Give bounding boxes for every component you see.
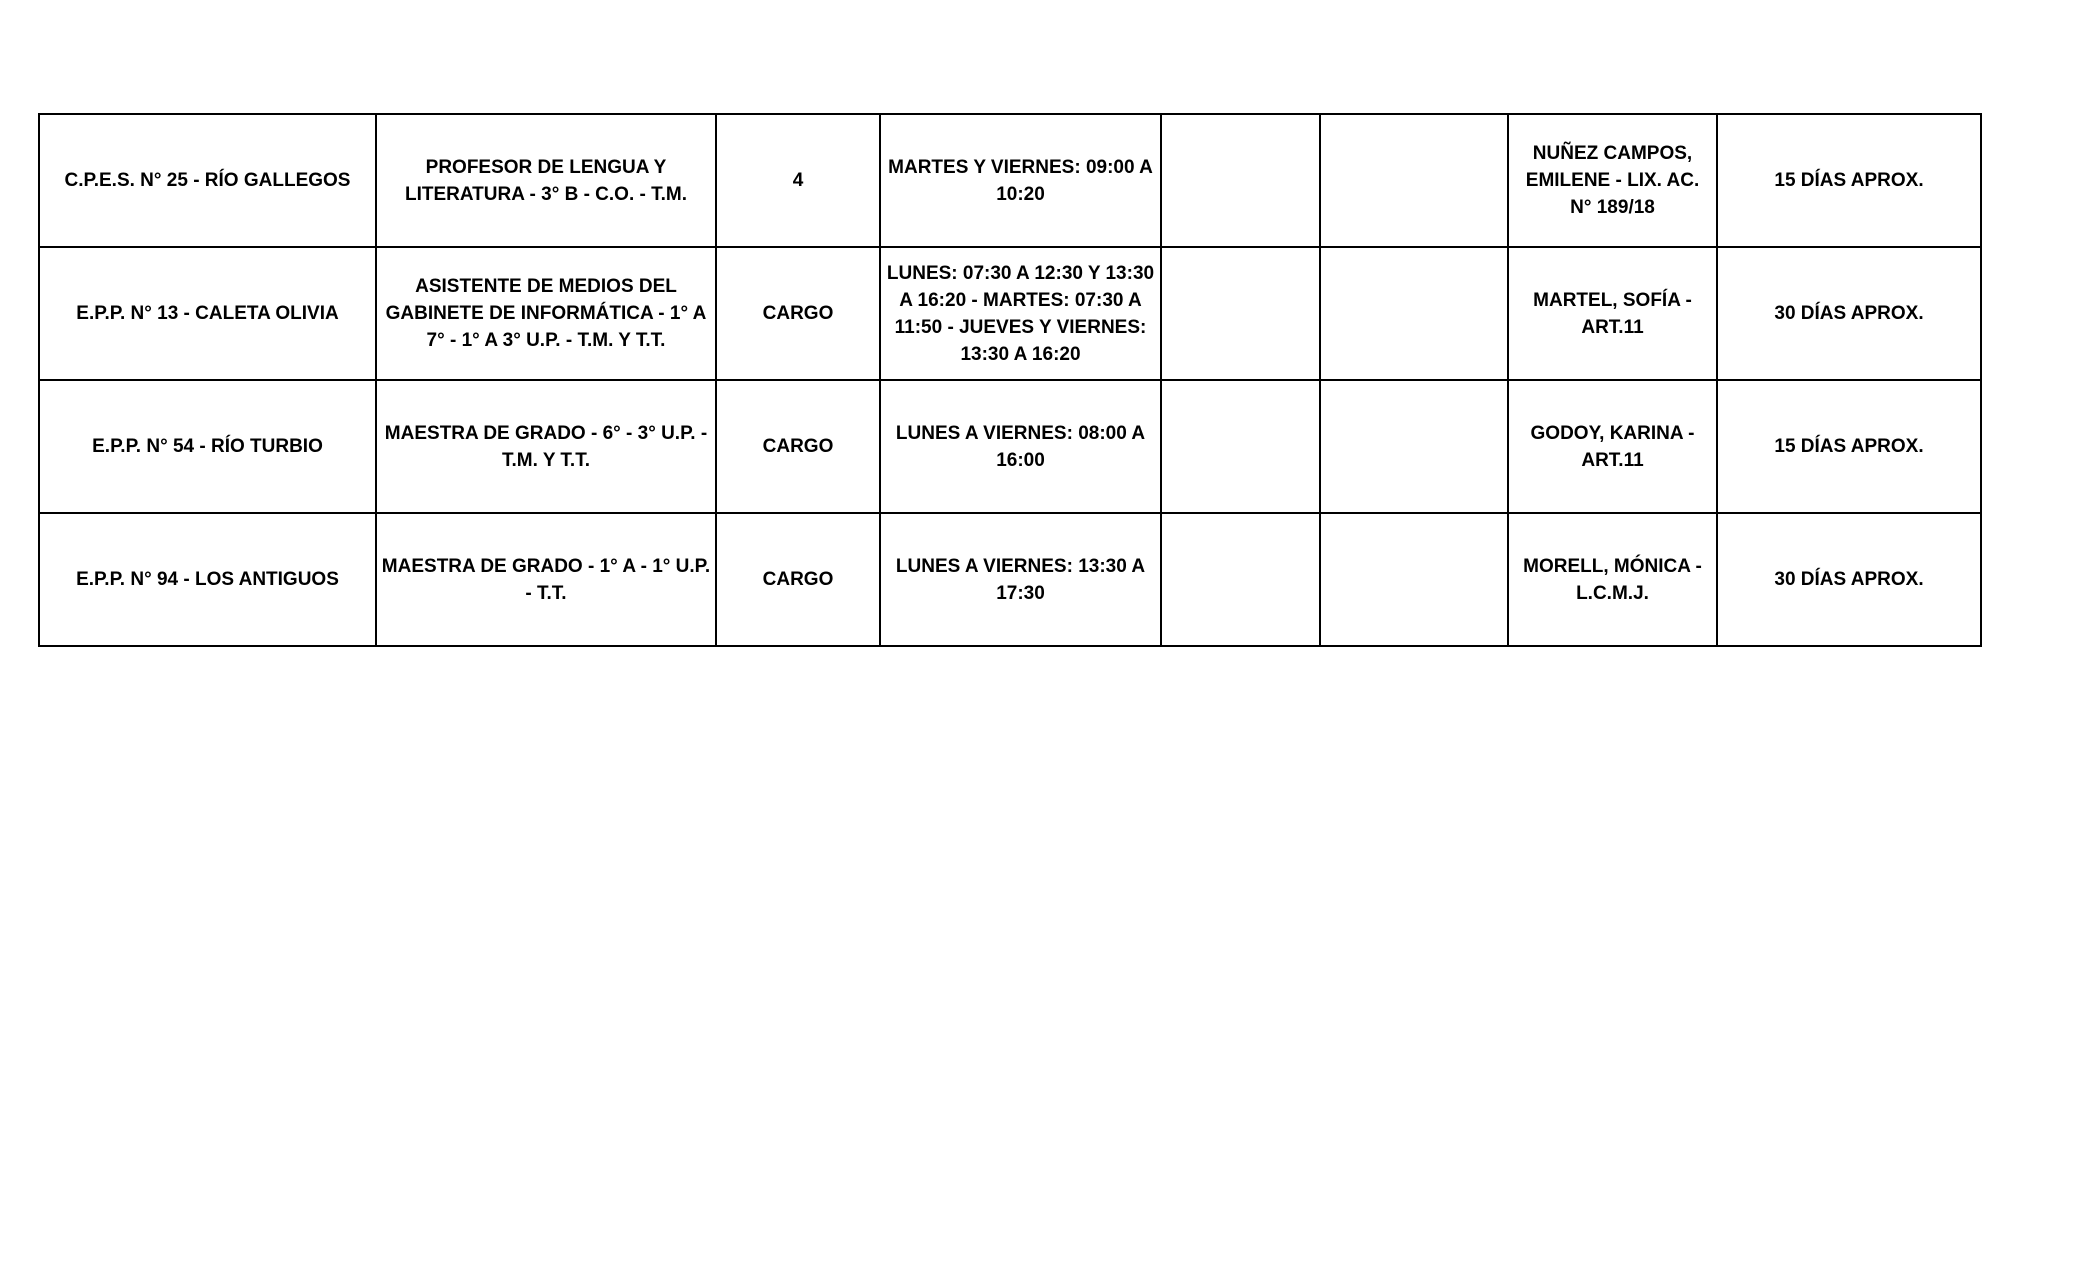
table-row [39, 380, 1981, 513]
school-cell: E.P.P. N° 94 - LOS ANTIGUOS [39, 513, 376, 646]
holder-cell: NUÑEZ CAMPOS, EMILENE - LIX. AC. N° 189/18 [1508, 114, 1717, 247]
duration-cell: 30 DÍAS APROX. [1717, 513, 1981, 646]
hours-cell: CARGO [716, 247, 880, 380]
duration-cell: 30 DÍAS APROX. [1717, 247, 1981, 380]
holder-cell: MARTEL, SOFÍA - ART.11 [1508, 247, 1717, 380]
empty-cell [1320, 247, 1508, 380]
schedule-cell: LUNES A VIERNES: 13:30 A 17:30 [880, 513, 1161, 646]
empty-cell [1161, 247, 1320, 380]
table-row [39, 513, 1981, 646]
vacancies-table [38, 113, 1982, 647]
holder-cell: MORELL, MÓNICA - L.C.M.J. [1508, 513, 1717, 646]
hours-cell: CARGO [716, 380, 880, 513]
school-cell: C.P.E.S. N° 25 - RÍO GALLEGOS [39, 114, 376, 247]
school-cell: E.P.P. N° 13 - CALETA OLIVIA [39, 247, 376, 380]
schedule-cell: LUNES A VIERNES: 08:00 A 16:00 [880, 380, 1161, 513]
empty-cell [1320, 380, 1508, 513]
empty-cell [1320, 513, 1508, 646]
empty-cell [1161, 513, 1320, 646]
empty-cell [1161, 380, 1320, 513]
empty-cell [1161, 114, 1320, 247]
schedule-cell: LUNES: 07:30 A 12:30 Y 13:30 A 16:20 - MARTES: 07:30 A 11:50 - JUEVES Y VIERNES: 13:30 A 16:20 [880, 247, 1161, 380]
duration-cell: 15 DÍAS APROX. [1717, 380, 1981, 513]
holder-cell: GODOY, KARINA - ART.11 [1508, 380, 1717, 513]
position-cell: MAESTRA DE GRADO - 1° A - 1° U.P. - T.T. [376, 513, 716, 646]
position-cell: ASISTENTE DE MEDIOS DEL GABINETE DE INFORMÁTICA - 1° A 7° - 1° A 3° U.P. - T.M. Y T.T. [376, 247, 716, 380]
duration-cell: 15 DÍAS APROX. [1717, 114, 1981, 247]
school-cell: E.P.P. N° 54 - RÍO TURBIO [39, 380, 376, 513]
hours-cell: 4 [716, 114, 880, 247]
schedule-cell: MARTES Y VIERNES: 09:00 A 10:20 [880, 114, 1161, 247]
table-row [39, 114, 1981, 247]
position-cell: MAESTRA DE GRADO - 6° - 3° U.P. - T.M. Y T.T. [376, 380, 716, 513]
position-cell: PROFESOR DE LENGUA Y LITERATURA - 3° B - C.O. - T.M. [376, 114, 716, 247]
table-row [39, 247, 1981, 380]
hours-cell: CARGO [716, 513, 880, 646]
empty-cell [1320, 114, 1508, 247]
